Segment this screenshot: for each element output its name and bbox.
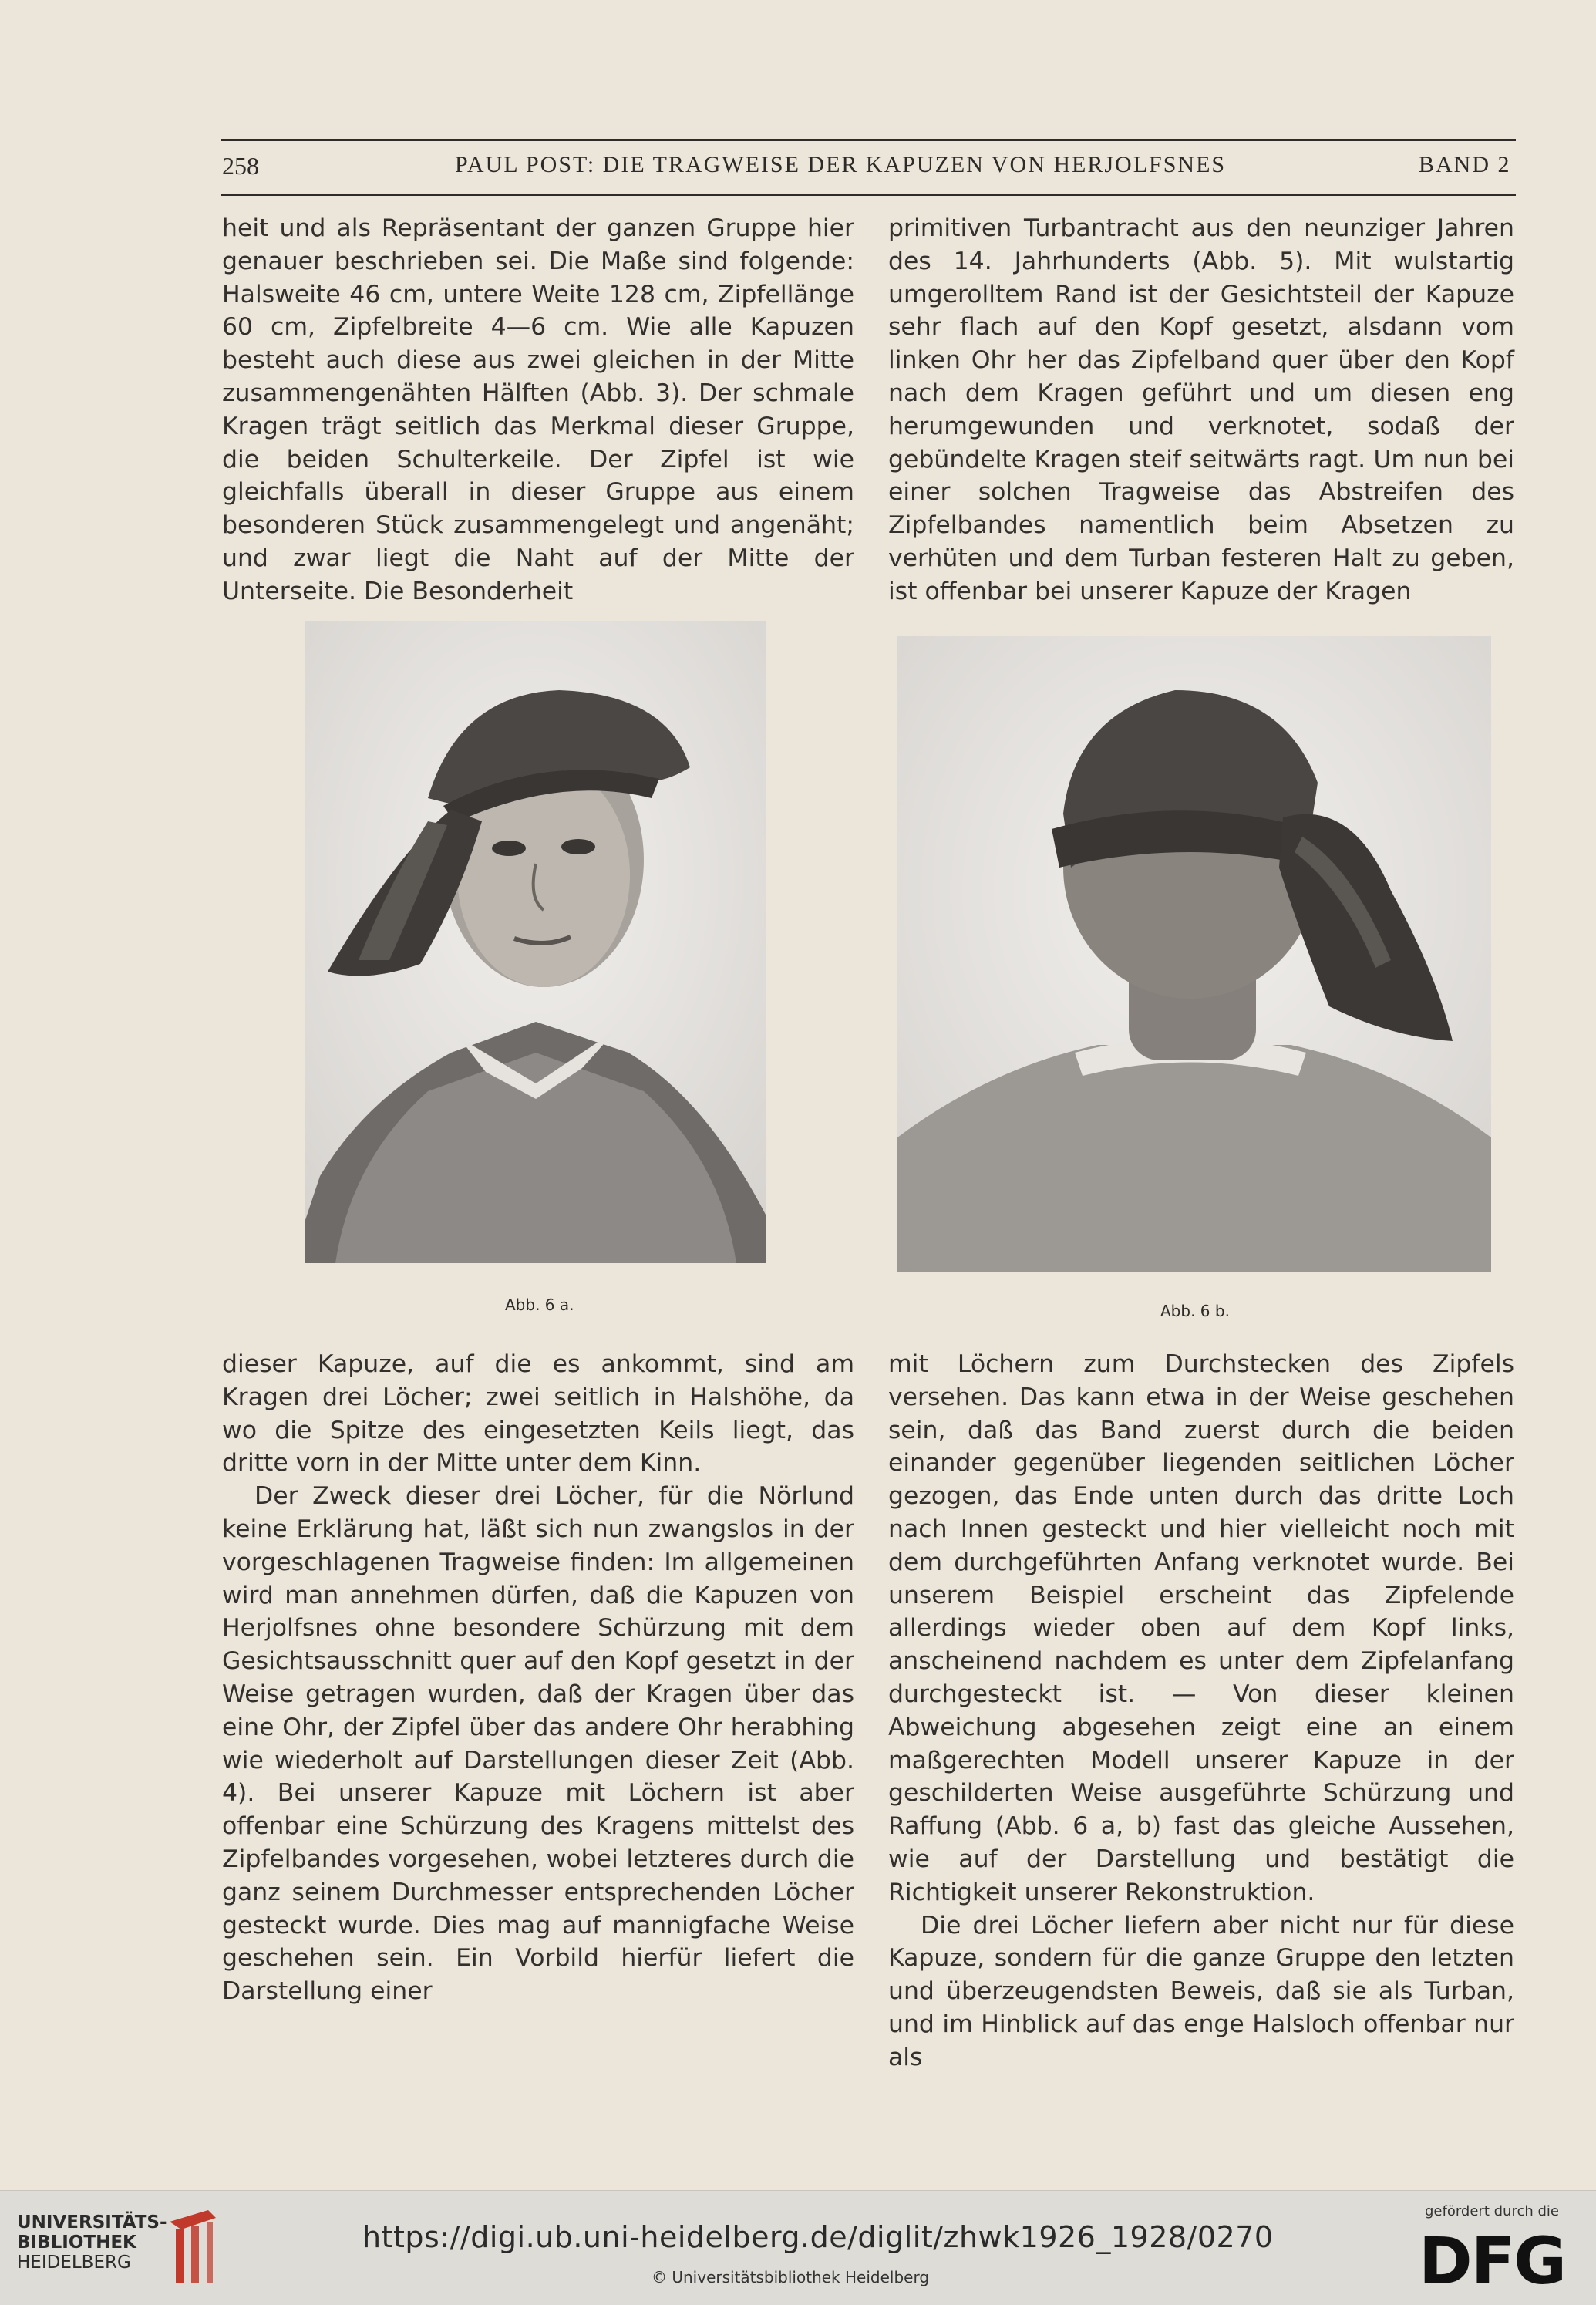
figure-caption-6a: Abb. 6 a.: [505, 1296, 574, 1314]
library-logo-text[interactable]: [17, 2212, 167, 2273]
funder-note: gefördert durch die: [1425, 2203, 1559, 2219]
header-top-rule: [221, 139, 1516, 141]
volume-label: BAND 2: [1419, 152, 1511, 177]
photo-front-view: [305, 621, 766, 1263]
text-column-bottom-left: [222, 1348, 854, 2008]
library-name-line: BIBLIOTHEK: [17, 2233, 136, 2253]
paragraph: Die drei Löcher liefern aber nicht nur für diese Kapuze, sondern für die ganze Gruppe den letzten und überzeugendsten Beweis, daß sie als Turban, und im Hinblick auf das enge Halsloch offenbar nur als: [888, 1911, 1514, 2071]
paragraph: primitiven Turbantracht aus den neunziger Jahren des 14. Jahrhunderts (Abb. 5). Mit wulstartig umgerolltem Rand ist der Gesichtsteil der Kapuze sehr flach auf den Kopf gesetzt, alsdann vom linken Ohr her das Zipfelband quer über den Kopf nach dem Kragen geführt und um diesen eng herumgewunden und verknotet, sodaß der gebündelte Kragen steif seitwärts ragt. Um nun bei einer solchen Tragweise das Abstreifen des Zipfelbandes namentlich beim Absetzen zu verhüten und dem Turban festeren Halt zu geben, ist offenbar bei unserer Kapuze der Kragen: [888, 214, 1514, 605]
paragraph: heit und als Repräsentant der ganzen Gruppe hier genauer beschrieben sei. Die Maße sind folgende: Halsweite 46 cm, untere Weite 128 cm, Zipfellänge 60 cm, Zipfelbreite 4—6 cm. Wie alle Kapuzen besteht auch diese aus zwei gleichen in der Mitte zusammengenähten Hälften (Abb. 3). Der schmale Kragen trägt seitlich das Merkmal dieser Gruppe, die beiden Schulterkeile. Der Zipfel ist wie gleichfalls überall in dieser Gruppe aus einem besonderen Stück zusammengelegt und angenäht; und zwar liegt die Naht auf der Mitte der Unterseite. Die Besonderheit: [222, 214, 854, 605]
permalink-url[interactable]: https://digi.ub.uni-heidelberg.de/diglit/zhwk1926_1928/0270: [362, 2220, 1274, 2254]
viewer-footer: [0, 2190, 1596, 2305]
copyright-notice: © Universitätsbibliothek Heidelberg: [652, 2268, 930, 2286]
photo-back-view: [897, 636, 1491, 1272]
library-emblem-icon: [162, 2206, 224, 2295]
paragraph: Der Zweck dieser drei Löcher, für die Nörlund keine Erklärung hat, läßt sich nun zwangslos in der vorgeschlagenen Tragweise finden: Im allgemeinen wird man annehmen dürfen, daß die Kapuzen von Herjolfsnes ohne besondere Schürzung mit dem Gesichtsausschnitt quer auf den Kopf gesetzt in der Weise getragen wurden, daß der Kragen über das eine Ohr, der Zipfel über das andere Ohr herabhing wie wiederholt auf Darstellungen dieser Zeit (Abb. 4). Bei unserer Kapuze mit Löchern ist aber offenbar eine Schürzung des Kragens mittelst des Zipfelbandes vorgesehen, wobei letzteres durch die ganz seinem Durchmesser entsprechenden Löcher gesteckt wurde. Dies mag auf mannigfache Weise geschehen sein. Ein Vorbild hierfür liefert die Darstellung einer: [222, 1482, 854, 2006]
text-column-bottom-right: [888, 1348, 1514, 2074]
library-name-line: UNIVERSITÄTS-: [17, 2212, 167, 2233]
paragraph: dieser Kapuze, auf die es ankommt, sind am Kragen drei Löcher; zwei seitlich in Halshöhe, da wo die Spitze des eingesetzten Keils liegt, das dritte vorn in der Mitte unter dem Kinn.: [222, 1350, 854, 1478]
page-number: 258: [222, 152, 259, 180]
running-title: PAUL POST: DIE TRAGWEISE DER KAPUZEN VON HERJOLFSNES: [455, 152, 1227, 177]
dfg-logo[interactable]: DFG: [1419, 2223, 1566, 2299]
header-bottom-rule: [221, 194, 1516, 196]
paragraph: mit Löchern zum Durchstecken des Zipfels versehen. Das kann etwa in der Weise geschehen sein, daß das Band zuerst durch die beiden einander gegenüber liegenden seitlichen Löcher gezogen, das Ende unten durch das dritte Loch nach Innen gesteckt und hier vielleicht noch mit dem durchgeführten Anfang verknotet wurde. Bei unserem Beispiel erscheint das Zipfelende allerdings wieder oben auf dem Kopf links, anscheinend nachdem es unter dem Zipfelanfang durchgesteckt ist. — Von dieser kleinen Abweichung abgesehen zeigt eine an einem maßgerechten Modell unserer Kapuze in der geschilderten Weise ausgeführte Schürzung und Raffung (Abb. 6 a, b) fast das gleiche Aussehen, wie auf der Darstellung und bestätigt die Richtigkeit unserer Rekonstruktion.: [888, 1350, 1514, 1906]
text-column-top-left: [222, 212, 854, 608]
library-name-line: HEIDELBERG: [17, 2253, 131, 2273]
figure-caption-6b: Abb. 6 b.: [1160, 1302, 1230, 1320]
text-column-top-right: [888, 212, 1514, 608]
